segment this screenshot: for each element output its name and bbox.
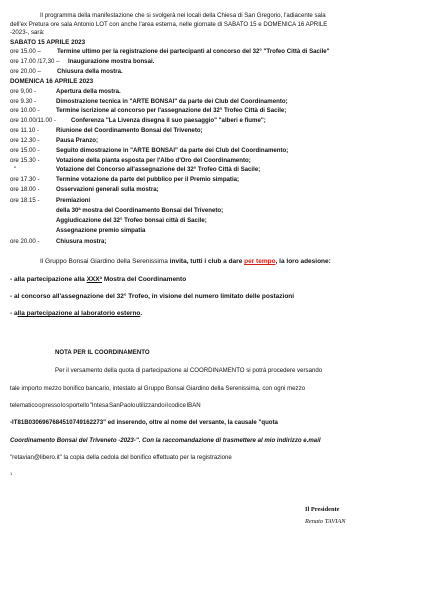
participation-3-post: . [140,310,143,317]
invite-bold: invita, tutti i club a dare [169,258,245,265]
note-line-3: telematico o presso lo sportello "Intesa SanPaolo utilizzando il codice IBAN [10,402,201,409]
saturday-time-1: ore 15.00 – [10,48,41,55]
participation-1-pre: - alla partecipazione alla [10,276,87,283]
invite-pre: Il Gruppo Bonsai Giardino della Serenissima [40,258,170,265]
participation-line-3 [10,310,142,317]
sunday-time-4: ore 10.00/11.00 - [10,117,56,124]
sunday-time-7: ore 15.00 - [10,147,40,154]
award-line-2: Aggiudicazione del 32° Trofeo bonsai città di Sacile; [56,217,207,224]
sunday-text-2: Dimostrazione tecnica in "ARTE BONSAI" da parte dei Club del Coordinamento; [56,98,288,105]
note-heading: NOTA PER IL COORDINAMENTO [55,349,150,356]
invite-post: , la loro adesione: [275,258,331,265]
intro-line-2: dell'ex Pretura ore sala Antonio LOT con anche l'area esterna, nelle giornate di SABATO 15 e DOMENICA 16 APRILE [10,21,328,28]
note-line-1: Per il versamento della quota di partecipazione al COORDINAMENTO si potrà procedere versando [55,367,323,374]
sunday-text-3: Termine iscrizione al concorso per l'assegnazione del 32° Trofeo Città di Sacile; [56,107,287,114]
sunday-time-12: ore 18.15 - [10,197,40,204]
note-line-4 [10,419,278,426]
award-line-3: Assegnazione premio simpatia [56,227,146,234]
sunday-text-11: Osservazioni generali sulla mostra; [56,186,159,193]
invite-red: per tempo [244,258,276,265]
sunday-text-9: Votazione del Concorso all'assegnazione del 32° Trofeo Città di Sacile; [56,166,261,173]
saturday-heading: SABATO 15 APRILE 2023 [10,39,86,46]
saturday-text-1: Termine ultimo per la registrazione dei partecipanti al concorso del 32° "Trofeo Città di Sacile" [57,48,330,55]
sunday-heading: DOMENICA 16 APRILE 2023 [10,78,94,85]
sunday-time-11: ore 18.00 - [10,186,40,193]
participation-1-underlined: XXXª [86,276,103,283]
sunday-time-10: ore 17.30 - [10,176,40,183]
invite-line [40,258,331,265]
sunday-closing-text: Chiusura mostra; [56,238,107,245]
saturday-time-3: ore 20.00 – [10,68,41,75]
sunday-time-1: ore 9,00 - [10,88,37,95]
note-line-5 [10,437,321,444]
sunday-text-10: Termine votazione da parte del pubblico per il Premio simpatia; [56,176,240,183]
sunday-time-2: ore 9.30 - [10,98,37,105]
saturday-text-3: Chiusura della mostra. [57,68,123,75]
sunday-text-8: Votazione della pianta esposta per l'Albo d'Oro del Coordinamento; [56,157,251,164]
sunday-time-8: ore 15.30 - [10,157,40,164]
sunday-text-6: Pausa Pranzo; [56,137,98,144]
intro-line-1: Il programma della manifestazione che si svolgerà nei locali della Chiesa di San Gregorio, l'adiacente sala [40,12,326,19]
signature-role: Il Presidente [305,506,340,513]
note-line-5-text: Coordinamento Bonsai del Triveneto -2023-". Con la raccomandazione di trasmettere al mio indirizzo e.mail [10,437,321,444]
sunday-time-6: ore 12.30 - [10,137,40,144]
sunday-time-9: " [14,166,17,173]
participation-line-2: - al concorso all'assegnazione del 32° Trofeo, in visione del numero limitato delle postazioni [10,293,295,300]
sunday-text-1: Apertura della mostra. [56,88,121,95]
participation-line-1 [10,276,186,283]
intro-line-3: -2023-, sarà: [10,29,45,36]
sunday-text-4: Conferenza "La Livenza disegna il suo paesaggio" "alberi e fiume"; [71,117,266,124]
signature-name: Renato TAVIAN [305,518,346,525]
sunday-time-3: ore 10.00 - [10,107,40,114]
note-line-4-text: -IT81B0306967684510749162273" ed inserendo, oltre al nome del versante, la causale "quota [10,419,278,426]
participation-1-post: Mostra del Coordinamento [102,276,187,283]
award-line-1: della 30ª mostra del Coordinamento Bonsai del Triveneto; [56,207,224,214]
note-line-2: tale importo mezzo bonifico bancario, intestato al Gruppo Bonsai Giardino della Serenissima, con ogni mezzo [10,385,306,392]
note-line-6: "retavian@libero.it" la copia della cedola del bonifico effettuato per la registrazione [10,454,232,461]
sunday-closing-time: ore 20.00 - [10,238,40,245]
saturday-text-2: Inaugurazione mostra bonsai. [68,58,155,65]
page-mark: 1 [10,471,13,476]
sunday-text-7: Seguito dimostrazione in "ARTE BONSAI" da parte dei Club del Coordinamento; [56,147,289,154]
sunday-text-12: Premiazioni [56,197,91,204]
participation-3-underlined: lla partecipazione al laboratorio esterno [17,310,141,317]
sunday-text-5: Riunione del Coordinamento Bonsai del Triveneto; [56,127,203,134]
sunday-time-5: ore 11.10 - [10,127,40,134]
saturday-time-2: ore 17.00 /17,30 – [10,58,60,65]
participation-3-pre: - a [10,310,18,317]
